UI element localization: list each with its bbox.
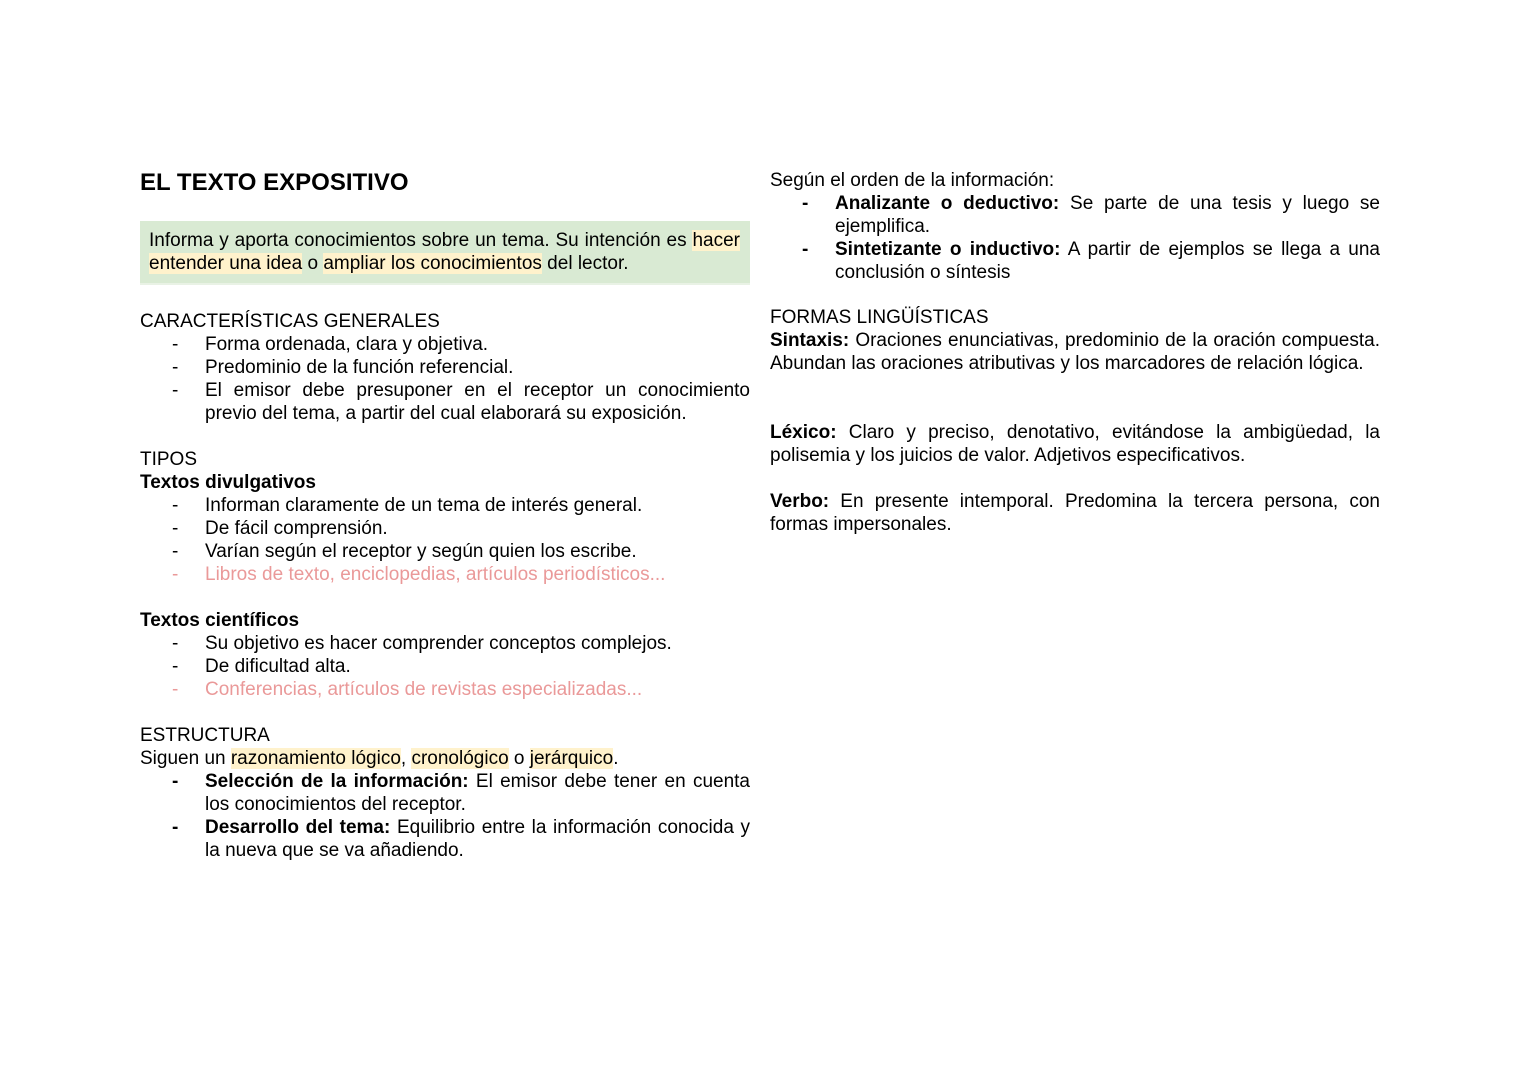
orden-heading: Según el orden de la información: (770, 170, 1055, 191)
definition: Equilibrio entre la información conocida y la nueva que se va añadiendo. (205, 817, 751, 861)
dash-bullet: - (172, 771, 179, 792)
formas-section (770, 306, 1380, 375)
list-item-text: Predominio de la función referencial. (205, 357, 514, 378)
cientificos-section (140, 609, 750, 701)
term: Sintaxis: (770, 330, 850, 351)
lexico-paragraph (770, 421, 1380, 467)
estructura-intro (140, 747, 750, 770)
separator: o (508, 748, 530, 769)
separator: , (400, 748, 412, 769)
dash-bullet: - (172, 817, 179, 838)
list-item (770, 192, 1380, 238)
verbo-section (770, 490, 1380, 536)
tipos-heading: TIPOS (140, 449, 198, 470)
summary-highlight-2: ampliar los conocimientos (323, 253, 542, 274)
highlight-cronologico: cronológico (411, 748, 509, 769)
list-item (140, 816, 750, 862)
list-item (140, 333, 750, 356)
example-item (140, 678, 750, 701)
term: Verbo: (770, 491, 830, 512)
example-text: Conferencias, artículos de revistas especializadas... (205, 679, 643, 700)
term: Selección de la información: (205, 771, 469, 792)
list-item (140, 494, 750, 517)
dash-bullet: - (802, 239, 809, 260)
list-item-text: Forma ordenada, clara y objetiva. (205, 334, 489, 355)
highlight-jerarquico: jerárquico (529, 748, 614, 769)
list-item-text: Su objetivo es hacer comprender conceptos complejos. (205, 633, 672, 654)
summary-text-end: del lector. (541, 253, 629, 274)
estructura-list (140, 770, 750, 862)
dash-bullet: - (172, 541, 179, 562)
list-item (140, 540, 750, 563)
list-item (140, 379, 750, 425)
divulgativos-title: Textos divulgativos (140, 472, 316, 493)
estructura-heading: ESTRUCTURA (140, 725, 270, 746)
dash-bullet: - (172, 656, 179, 677)
cientificos-list (140, 632, 750, 701)
term: Desarrollo del tema: (205, 817, 391, 838)
dash-bullet: - (802, 193, 809, 214)
definition: Oraciones enunciativas, predominio de la oración compuesta. Abundan las oraciones atributivas y los marcadores de relación lógica. (770, 330, 1380, 374)
example-text: Libros de texto, enciclopedias, artículos periodísticos... (205, 564, 666, 585)
term: Léxico: (770, 422, 837, 443)
lexico-section (770, 421, 1380, 467)
dash-bullet: - (172, 357, 179, 378)
definition: Claro y preciso, denotativo, evitándose la ambigüedad, la polisemia y los juicios de valor. Adjetivos especificativos. (770, 422, 1380, 466)
definition: A partir de ejemplos se llega a una conclusión o síntesis (835, 239, 1380, 283)
divulgativos-list (140, 494, 750, 586)
list-item-text: De dificultad alta. (205, 656, 351, 677)
example-item (140, 563, 750, 586)
period: . (613, 748, 619, 769)
formas-heading: FORMAS LINGÜÍSTICAS (770, 307, 989, 328)
orden-section (770, 169, 1380, 284)
caracteristicas-section (140, 310, 750, 425)
list-item (140, 770, 750, 816)
dash-bullet: - (172, 380, 179, 401)
caracteristicas-heading: CARACTERÍSTICAS GENERALES (140, 311, 440, 332)
summary-text-connector: o (302, 253, 324, 274)
summary-text: Informa y aporta conocimientos sobre un tema. Su intención es (149, 230, 693, 251)
list-item (140, 632, 750, 655)
verbo-paragraph (770, 490, 1380, 536)
list-item (770, 238, 1380, 284)
highlight-razonamiento: razonamiento lógico (230, 748, 401, 769)
summary-box (140, 221, 750, 285)
dash-bullet: - (172, 679, 179, 700)
term: Analizante o deductivo: (835, 193, 1060, 214)
definition: El emisor debe tener en cuenta los conocimientos del receptor. (205, 771, 750, 815)
list-item-text: Informan claramente de un tema de interés general. (205, 495, 643, 516)
definition: Se parte de una tesis y luego se ejemplifica. (835, 193, 1380, 237)
dash-bullet: - (172, 518, 179, 539)
summary-highlight-1: hacer entender una idea (149, 230, 740, 274)
list-item (140, 356, 750, 379)
estructura-intro-text: Siguen un (140, 748, 231, 769)
dash-bullet: - (172, 564, 179, 585)
list-item-text: Varían según el receptor y según quien los escribe. (205, 541, 637, 562)
dash-bullet: - (172, 334, 179, 355)
list-item-text: De fácil comprensión. (205, 518, 388, 539)
list-item (140, 655, 750, 678)
tipos-section (140, 448, 750, 586)
term: Sintetizante o inductivo: (835, 239, 1061, 260)
dash-bullet: - (172, 495, 179, 516)
dash-bullet: - (172, 633, 179, 654)
sintaxis-paragraph (770, 329, 1380, 375)
list-item (140, 517, 750, 540)
orden-list (770, 192, 1380, 284)
estructura-section (140, 724, 750, 862)
caracteristicas-list (140, 333, 750, 425)
cientificos-title: Textos científicos (140, 610, 300, 631)
list-item-text: El emisor debe presuponer en el receptor un conocimiento previo del tema, a partir del cual elaborará su exposición. (205, 380, 750, 424)
page-title: EL TEXTO EXPOSITIVO (140, 169, 409, 196)
definition: En presente intemporal. Predomina la tercera persona, con formas impersonales. (770, 491, 1380, 535)
